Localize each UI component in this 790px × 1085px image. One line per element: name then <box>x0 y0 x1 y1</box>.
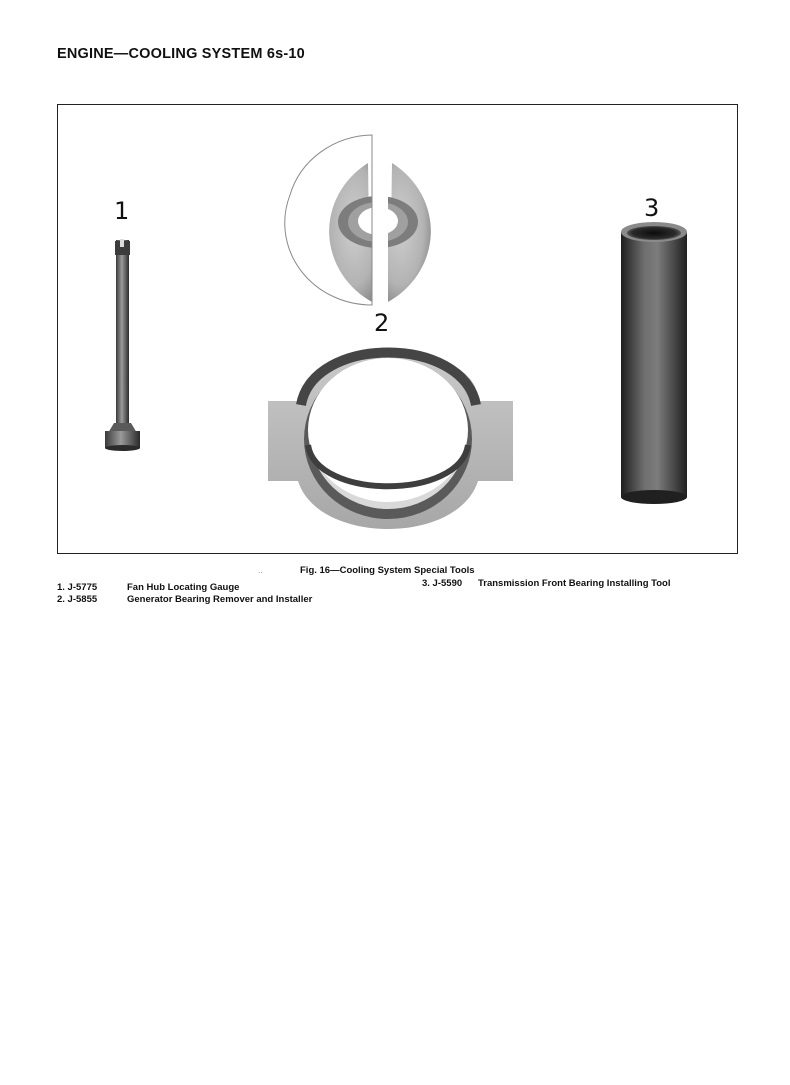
tool-3-tube <box>621 222 687 504</box>
legend-code: 3. J-5590 <box>422 578 463 589</box>
caption-mark: ‥ <box>258 568 263 575</box>
legend-item-1 <box>57 582 239 593</box>
special-tools-illustration <box>58 105 739 555</box>
tool-label-1: 1 <box>114 197 130 225</box>
legend-code: 1. J-5775 <box>57 582 98 593</box>
figure-photo <box>57 104 738 554</box>
legend-item-3 <box>422 578 670 589</box>
legend-name: Fan Hub Locating Gauge <box>127 582 240 593</box>
tool-1-rod <box>105 239 140 451</box>
legend-code: 2. J-5855 <box>57 594 98 605</box>
legend-item-2 <box>57 594 312 605</box>
page-header: ENGINE—COOLING SYSTEM 6s-10 <box>57 46 305 62</box>
legend-name: Transmission Front Bearing Installing Tool <box>478 578 671 589</box>
tool-label-2: 2 <box>374 309 390 337</box>
legend-name: Generator Bearing Remover and Installer <box>127 594 313 605</box>
tool-2-clamp-ring <box>268 353 513 530</box>
tool-label-3: 3 <box>644 194 660 222</box>
tool-2-split-disc <box>285 135 431 310</box>
figure-caption: Fig. 16—Cooling System Special Tools <box>300 565 475 576</box>
